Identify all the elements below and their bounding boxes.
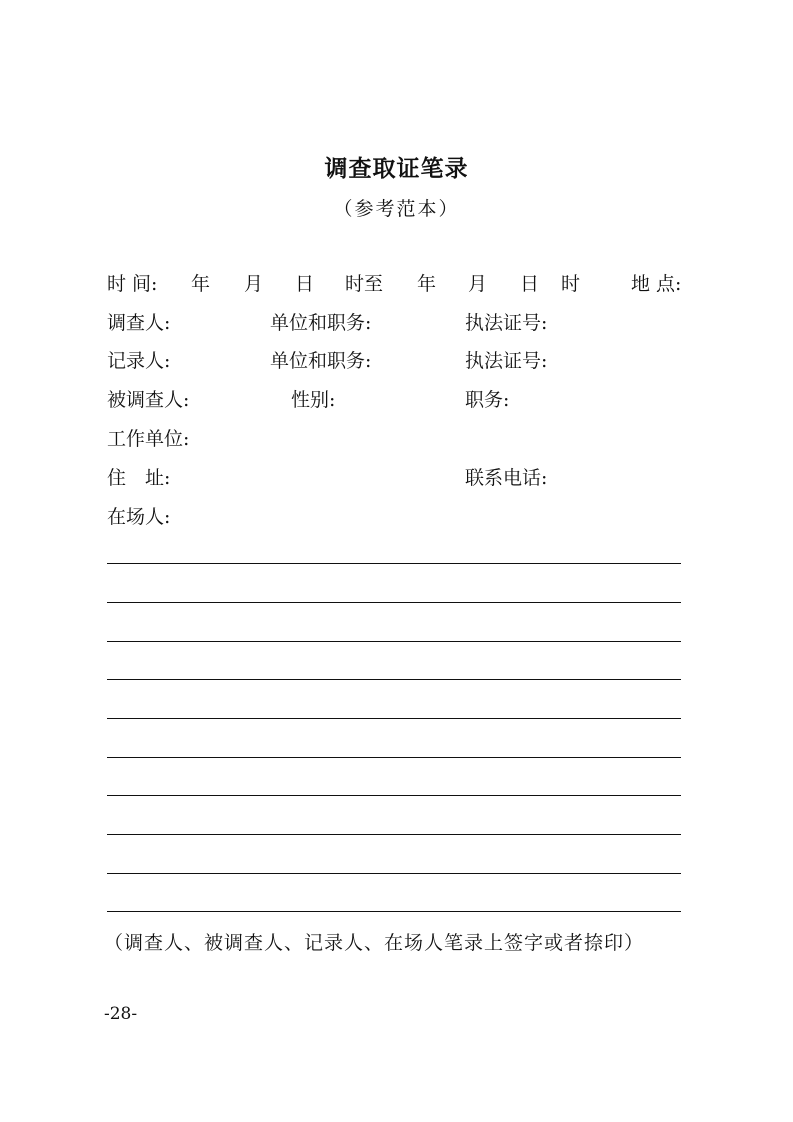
day-end-label: 日 [520, 273, 540, 295]
position-label: 职务: [465, 389, 510, 411]
document-title: 调查取证笔录 [324, 155, 469, 182]
day-start-label: 日 [295, 273, 315, 295]
writing-line [107, 602, 681, 603]
writing-line [107, 834, 681, 835]
writing-line [107, 641, 681, 642]
document-subtitle: （参考范本） [333, 198, 460, 220]
writing-line [107, 563, 681, 564]
workplace-label: 工作单位: [107, 428, 190, 450]
signature-instruction: （调查人、被调查人、记录人、在场人笔录上签字或者捺印） [104, 932, 645, 954]
writing-line [107, 718, 681, 719]
investigator-cert-label: 执法证号: [465, 312, 548, 334]
year-end-label: 年 [417, 273, 437, 295]
respondent-label: 被调查人: [107, 389, 190, 411]
place-label: 地 点: [631, 273, 682, 295]
phone-label: 联系电话: [465, 467, 548, 489]
month-end-label: 月 [468, 273, 488, 295]
month-start-label: 月 [244, 273, 264, 295]
investigator-label: 调查人: [107, 312, 171, 334]
hour-end-label: 时 [561, 273, 581, 295]
time-label: 时 间: [107, 273, 158, 295]
recorder-unit-label: 单位和职务: [270, 350, 372, 372]
year-start-label: 年 [191, 273, 211, 295]
present-persons-label: 在场人: [107, 506, 171, 528]
hour-to-label: 时至 [345, 273, 384, 295]
page-number: -28- [104, 1004, 138, 1024]
recorder-label: 记录人: [107, 350, 171, 372]
investigator-unit-label: 单位和职务: [270, 312, 372, 334]
writing-line [107, 757, 681, 758]
recorder-cert-label: 执法证号: [465, 350, 548, 372]
gender-label: 性别: [291, 389, 336, 411]
writing-line [107, 679, 681, 680]
writing-line [107, 911, 681, 912]
writing-line [107, 873, 681, 874]
writing-line [107, 795, 681, 796]
address-label: 住 址: [107, 467, 171, 489]
